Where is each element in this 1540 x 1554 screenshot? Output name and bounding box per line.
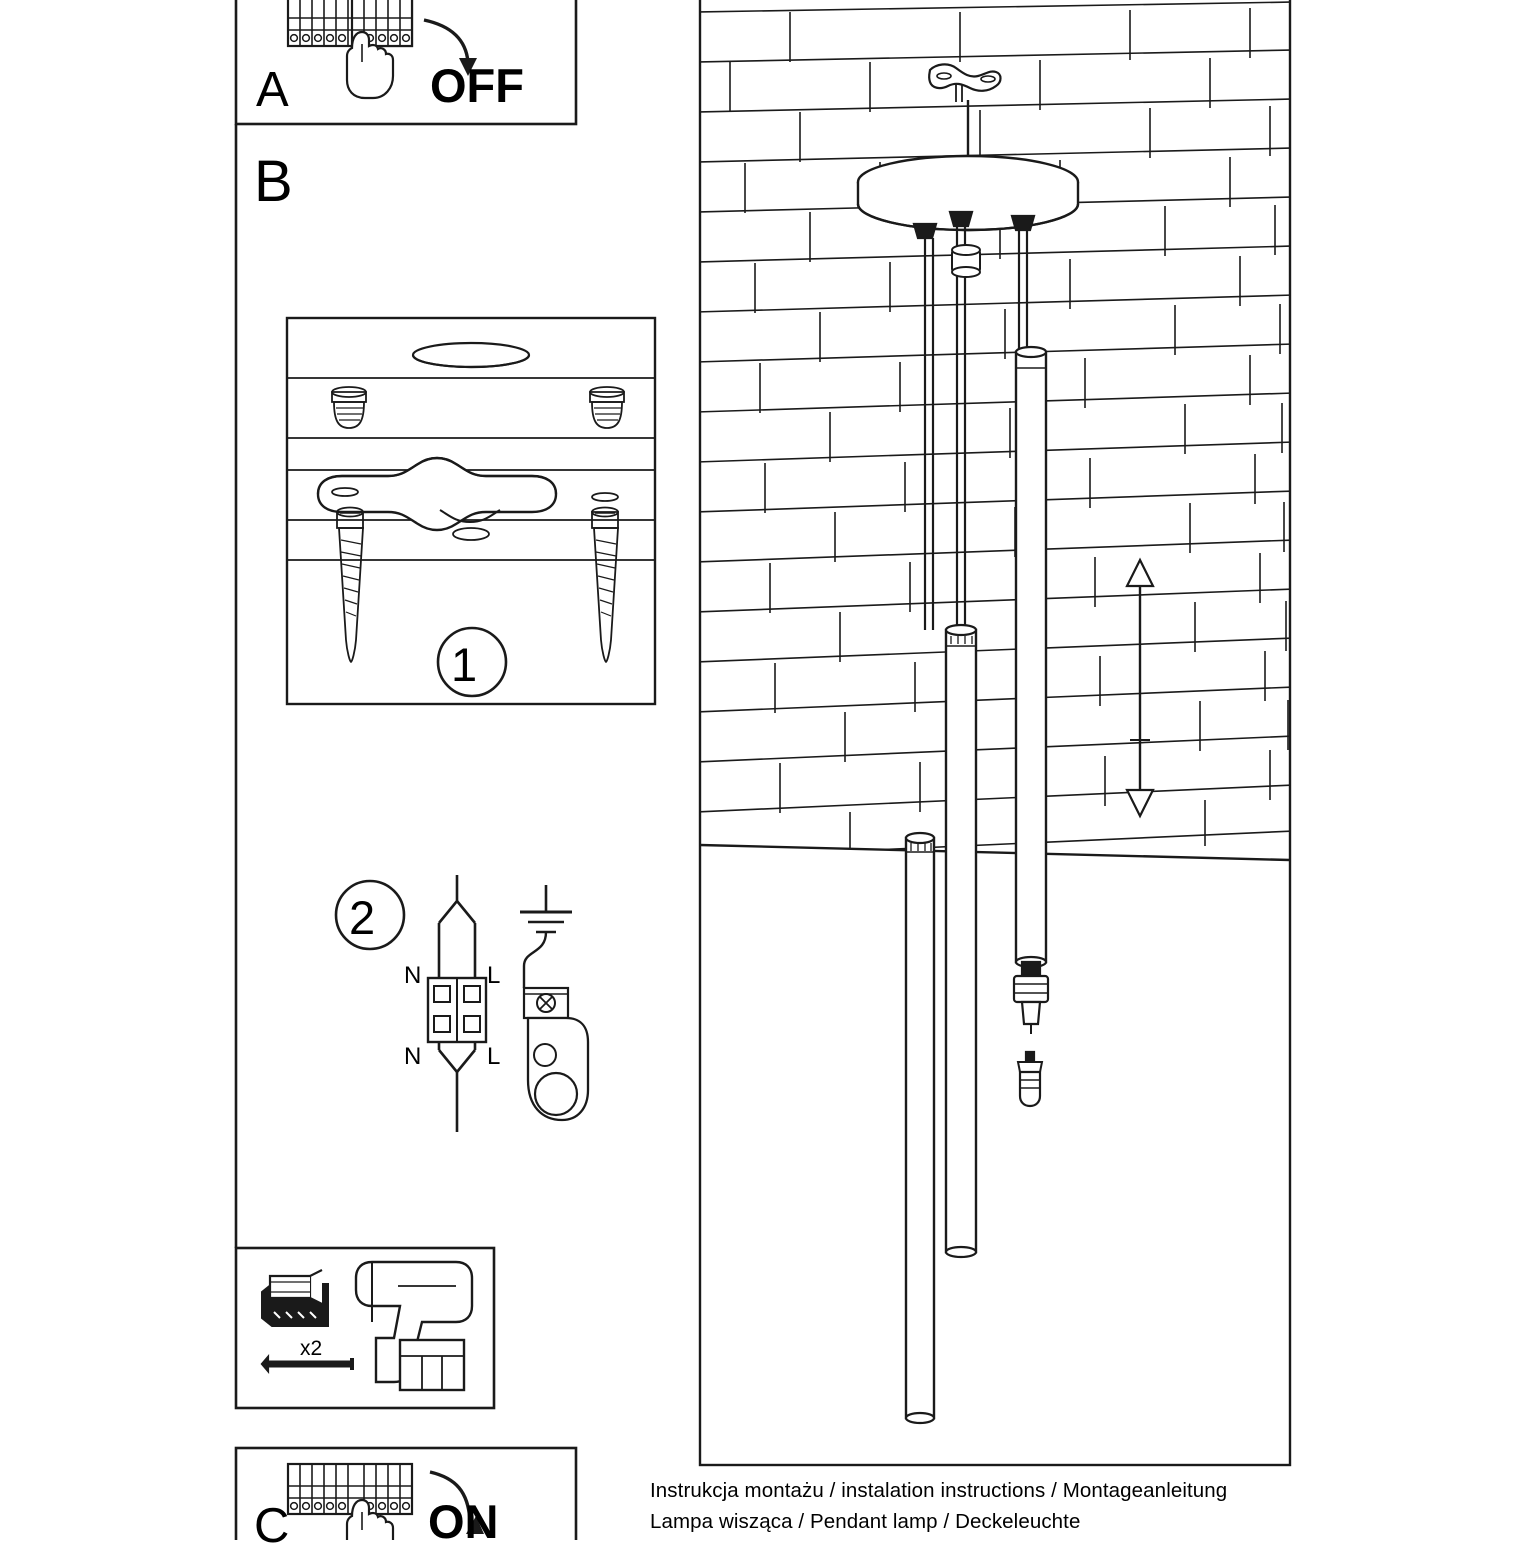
terminal-label-l-bottom: L bbox=[487, 1043, 501, 1070]
step-number-1: 1 bbox=[451, 638, 478, 691]
terminal-label-n-bottom: N bbox=[404, 1043, 422, 1070]
screw-quantity-label: x2 bbox=[300, 1337, 323, 1360]
step-label-a: A bbox=[256, 63, 289, 117]
terminal-label-n-top: N bbox=[404, 962, 422, 989]
pendant-tube-left bbox=[906, 833, 934, 1423]
panel-3-drill bbox=[236, 1248, 494, 1408]
caption bbox=[650, 1475, 1390, 1537]
step-label-c: C bbox=[254, 1499, 290, 1553]
cable-connector bbox=[952, 245, 980, 277]
terminal-label-l-top: L bbox=[487, 962, 501, 989]
caption-line-1: Instrukcja montażu / instalation instructions / Montageanleitung bbox=[650, 1479, 1228, 1502]
step-label-b: B bbox=[254, 149, 293, 214]
power-off-label: OFF bbox=[430, 59, 524, 112]
pendant-tube-right bbox=[1016, 347, 1046, 967]
earth-symbol bbox=[520, 885, 572, 988]
step-number-2: 2 bbox=[349, 891, 376, 944]
lamp-socket bbox=[524, 988, 588, 1120]
room-scene bbox=[696, 0, 1294, 1465]
caption-line-2: Lampa wisząca / Pendant lamp / Deckeleuchte bbox=[650, 1510, 1081, 1533]
pendant-tube-middle bbox=[946, 625, 976, 1257]
power-on-label: ON bbox=[428, 1495, 499, 1548]
